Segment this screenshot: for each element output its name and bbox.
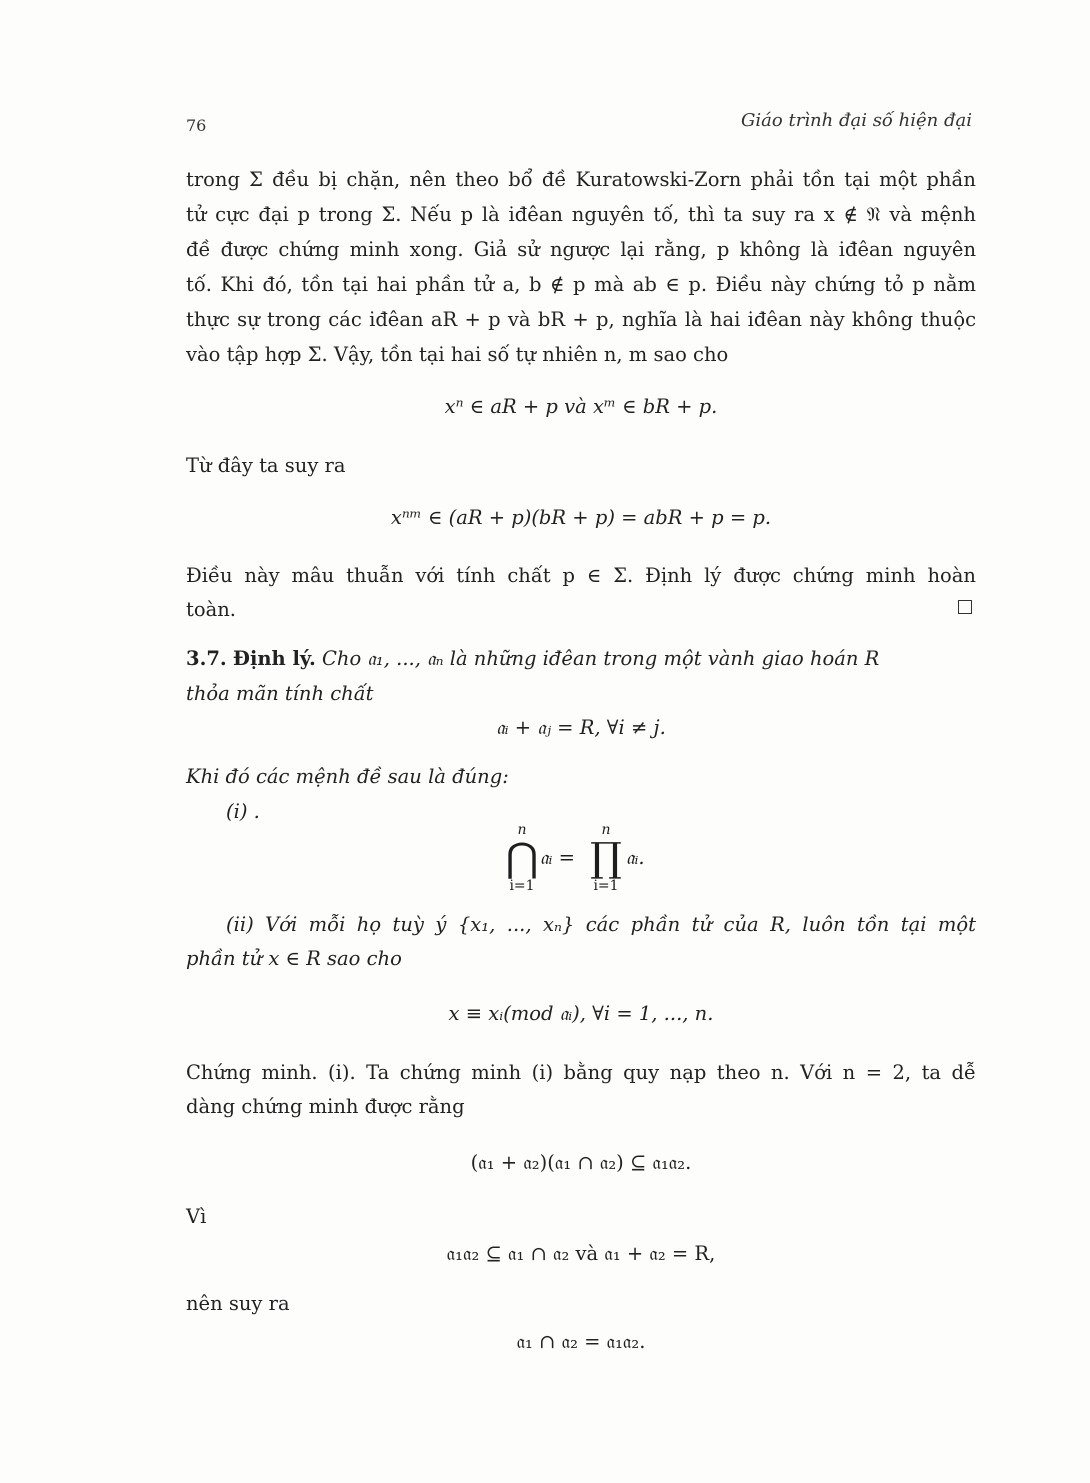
text-line: Từ đây ta suy ra [186, 454, 346, 477]
equation: 𝔞₁𝔞₂ ⊆ 𝔞₁ ∩ 𝔞₂ và 𝔞₁ + 𝔞₂ = R, [446, 1242, 716, 1265]
equation: 𝔞ᵢ + 𝔞ⱼ = R, ∀i ≠ j. [496, 716, 666, 739]
equation-rhs: 𝔞ᵢ. [626, 846, 645, 869]
theorem-number: 3.7. [186, 647, 227, 670]
equation-lhs: 𝔞ᵢ = [540, 846, 575, 869]
theorem-statement: Cho 𝔞₁, ..., 𝔞ₙ là những iđêan trong một vành giao hoán R [322, 647, 880, 670]
intersection-operator: n ⋂ i=1 [502, 822, 542, 894]
item-i-label: (i) . [226, 800, 260, 823]
text-line: đề được chứng minh xong. Giả sử ngược lại rằng, p không là iđêan nguyên [186, 238, 976, 261]
equation: 𝔞₁ ∩ 𝔞₂ = 𝔞₁𝔞₂. [516, 1330, 646, 1353]
text-line: dàng chứng minh được rằng [186, 1095, 465, 1118]
text-line: tố. Khi đó, tồn tại hai phần tử a, b ∉ p mà ab ∈ p. Điều này chứng tỏ p nằm [186, 273, 976, 296]
intersection-icon: ⋂ [505, 835, 539, 881]
text-line: vào tập hợp Σ. Vậy, tồn tại hai số tự nhiên n, m sao cho [186, 343, 729, 366]
text-line: trong Σ đều bị chặn, nên theo bổ đề Kuratowski-Zorn phải tồn tại một phần [186, 168, 976, 191]
text-line: (ii) Với mỗi họ tuỳ ý {x₁, ..., xₙ} các phần tử của R, luôn tồn tại một [226, 913, 976, 936]
text-line: thỏa mãn tính chất [186, 682, 374, 705]
text-line: Khi đó các mệnh đề sau là đúng: [186, 765, 509, 788]
text-line: nên suy ra [186, 1292, 290, 1315]
qed-box-icon [958, 600, 972, 614]
page-number: 76 [186, 116, 207, 135]
equation: x ≡ xᵢ(mod 𝔞ᵢ), ∀i = 1, ..., n. [448, 1002, 714, 1025]
equation: xⁿ ∈ aR + p và xᵐ ∈ bR + p. [444, 395, 718, 418]
product-operator: n ∏ i=1 [586, 822, 626, 894]
text-line: Chứng minh. (i). Ta chứng minh (i) bằng quy nạp theo n. Với n = 2, ta dễ [186, 1061, 976, 1084]
equation: (𝔞₁ + 𝔞₂)(𝔞₁ ∩ 𝔞₂) ⊆ 𝔞₁𝔞₂. [470, 1151, 692, 1174]
text-line: toàn. [186, 598, 236, 621]
product-icon: ∏ [590, 835, 622, 881]
text-line: Vì [186, 1205, 207, 1228]
text-line: thực sự trong các iđêan aR + p và bR + p, nghĩa là hai iđêan này không thuộc [186, 308, 976, 331]
text-line: phần tử x ∈ R sao cho [186, 947, 402, 970]
text-line: tử cực đại p trong Σ. Nếu p là iđêan nguyên tố, thì ta suy ra x ∉ 𝔑 và mệnh [186, 203, 976, 226]
theorem-heading-line [186, 641, 976, 676]
theorem-label: Định lý. [232, 647, 316, 670]
running-title: Giáo trình đại số hiện đại [741, 110, 972, 131]
equation: xⁿᵐ ∈ (aR + p)(bR + p) = abR + p = p. [390, 506, 772, 529]
text-line: Điều này mâu thuẫn với tính chất p ∈ Σ. Định lý được chứng minh hoàn [186, 564, 976, 587]
